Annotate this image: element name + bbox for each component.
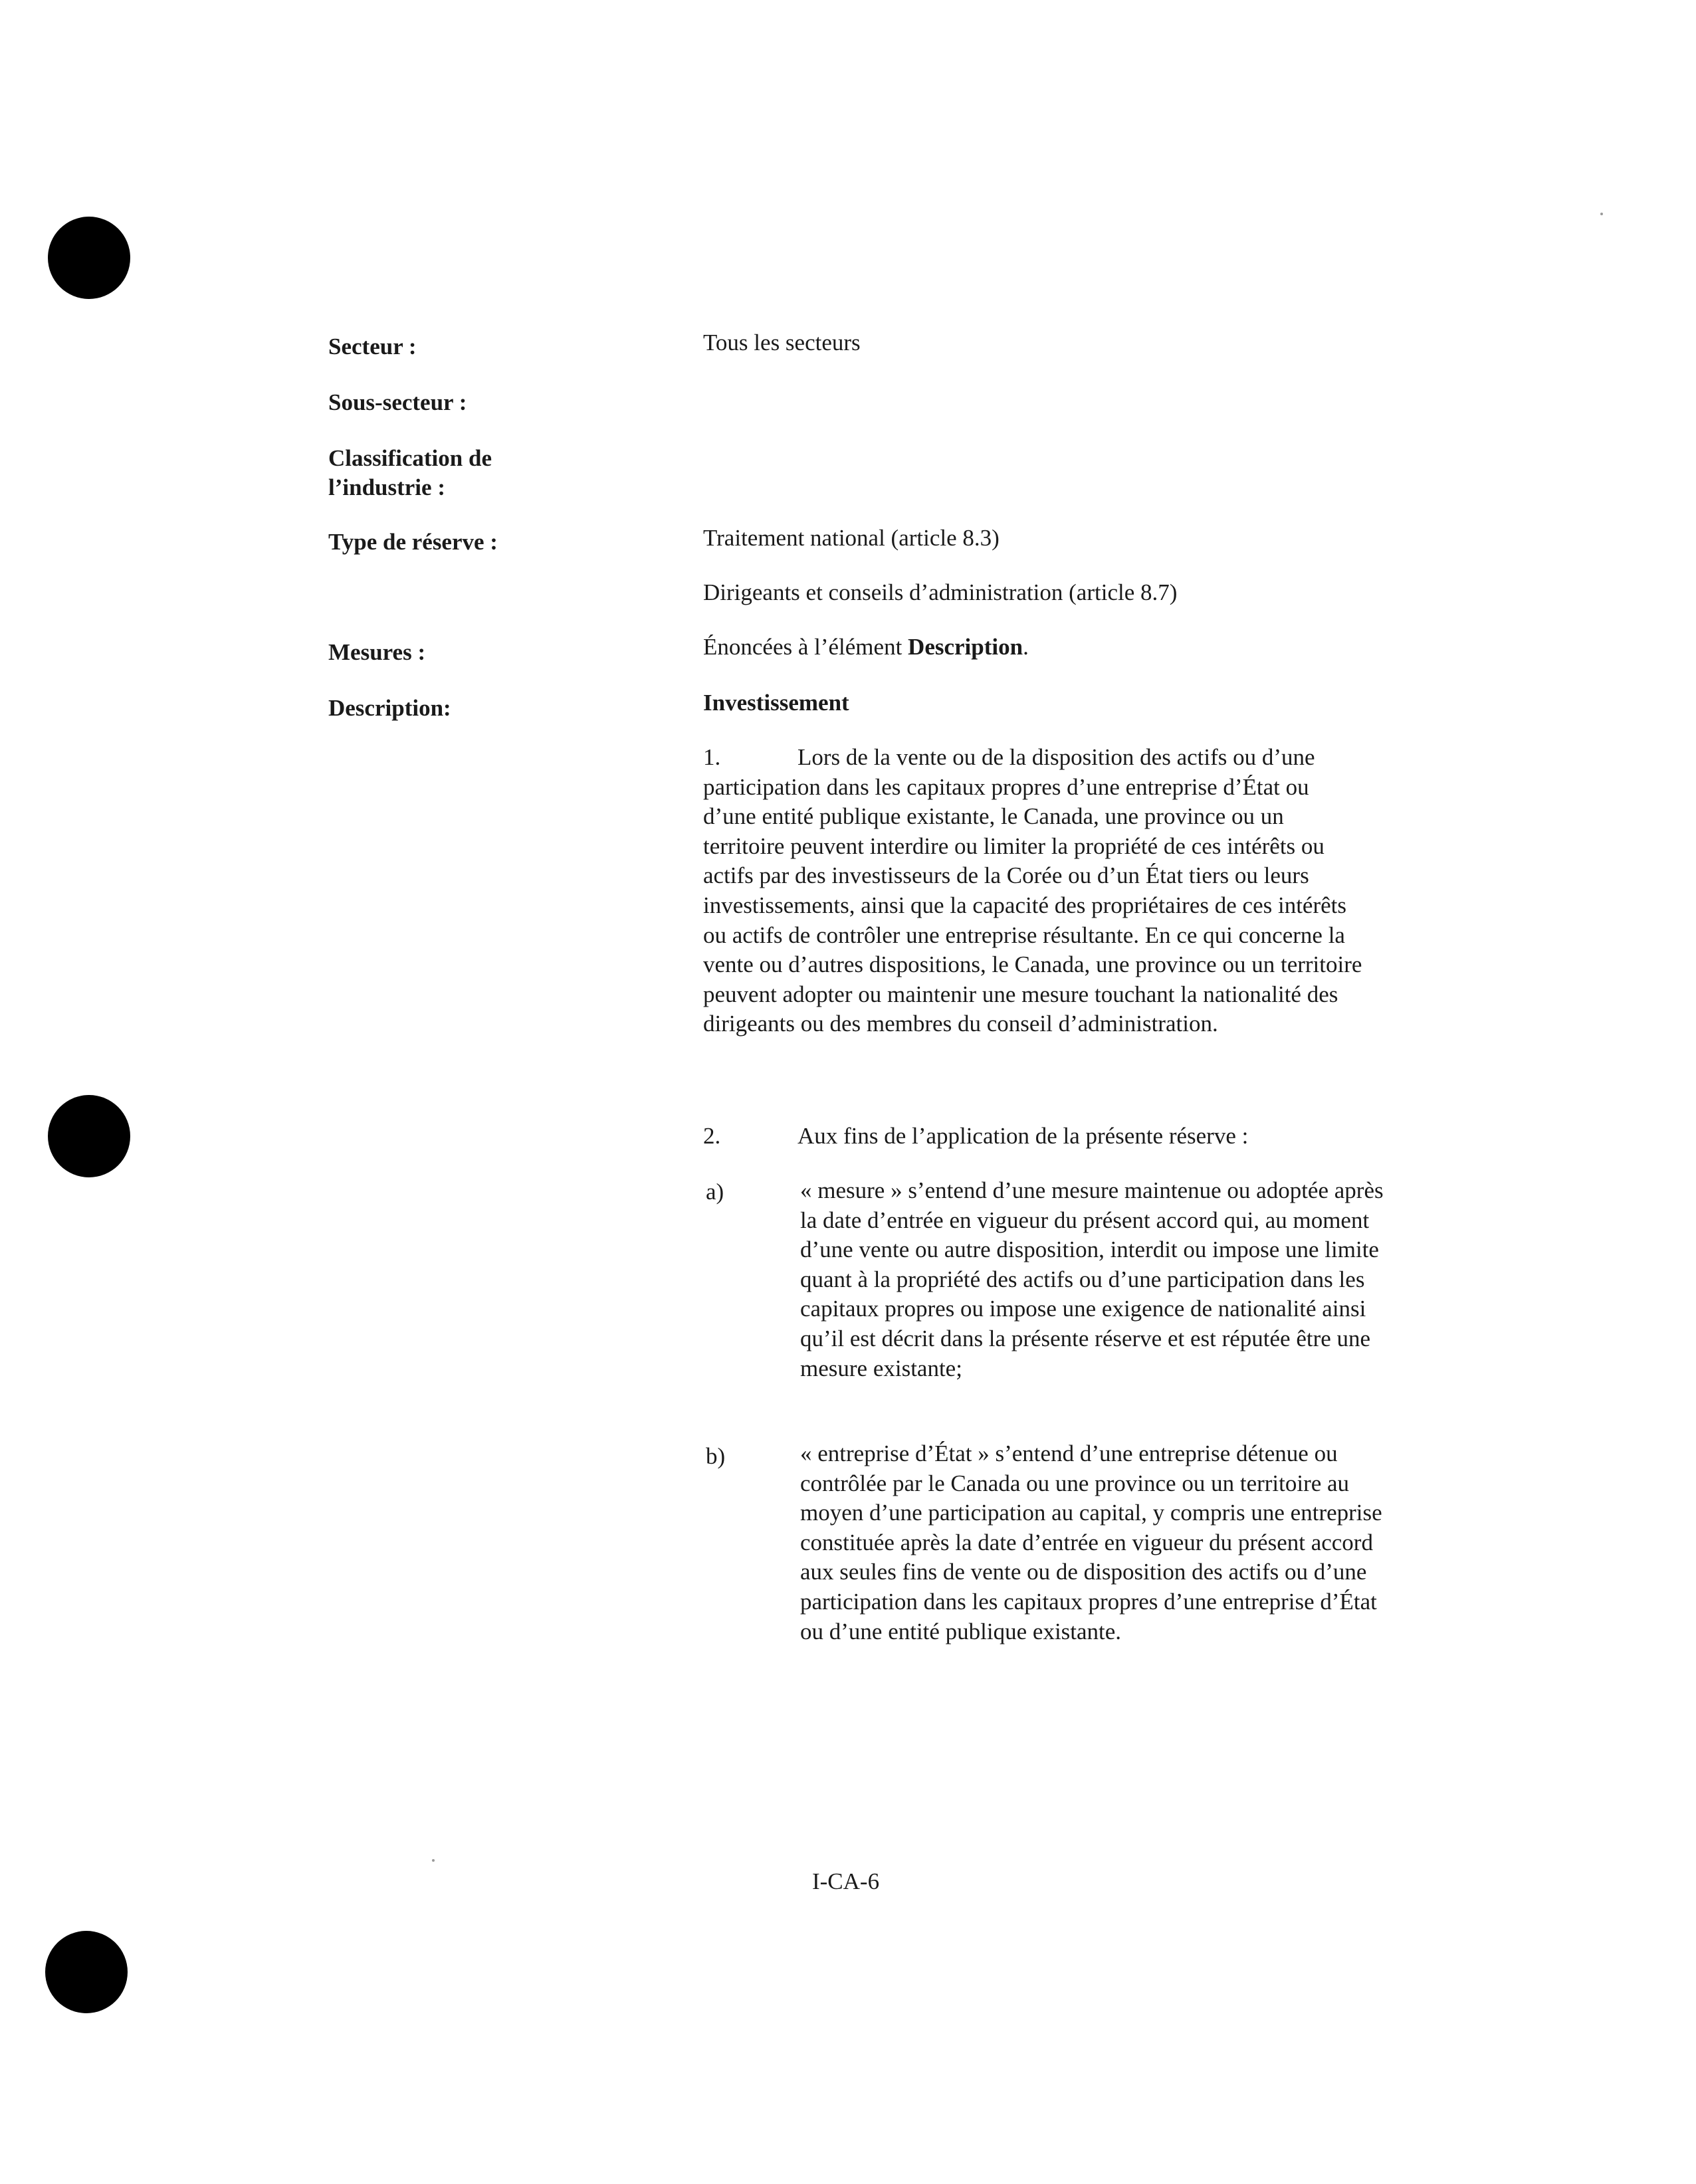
item-b-text: « entreprise d’État » s’entend d’une entreprise détenue ou contrôlée par le Canada ou une province ou un territoire au moyen d’une participation au capital, y compris une entreprise constituée après la date d’entrée en vigueur du présent accord aux seules fins de vente ou de disposition des actifs ou d’une participation dans les capitaux propres d’une entreprise d’État ou d’une entité publique existante.	[800, 1440, 1382, 1644]
paragraph-2-text: Aux fins de l’application de la présente réserve :	[797, 1123, 1249, 1149]
value-secteur: Tous les secteurs	[703, 330, 861, 355]
punch-hole-bottom	[45, 1931, 128, 2013]
value-mesures-prefix: Énoncées à l’élément	[703, 634, 908, 660]
label-mesures: Mesures :	[328, 639, 426, 665]
description-paragraph-2	[703, 1122, 1368, 1151]
value-type-reserve-1: Traitement national (article 8.3)	[703, 525, 1000, 551]
label-secteur: Secteur :	[328, 334, 417, 359]
value-mesures-suffix: .	[1023, 634, 1029, 660]
item-a-marker: a)	[706, 1179, 724, 1205]
label-classification-line1: Classification de	[328, 445, 492, 471]
scan-speck	[432, 1859, 435, 1862]
value-mesures-bold: Description	[908, 634, 1023, 660]
paragraph-2-number: 2.	[703, 1123, 721, 1149]
label-sous-secteur: Sous-secteur :	[328, 389, 467, 415]
label-description: Description:	[328, 695, 451, 721]
page-number: I-CA-6	[812, 1868, 880, 1894]
paragraph-1-text: Lors de la vente ou de la disposition des actifs ou d’une participation dans les capitaux propres d’une entreprise d’État ou d’une entité publique existante, le Canada, une province ou un territoire peuvent interdire ou limiter la propriété de ces intérêts ou actifs par des investisseurs de la Corée ou d’un État tiers ou leurs investissements, ainsi que la capacité des propriétaires de ces intérêts ou actifs de contrôler une entreprise résultante. En ce qui concerne la vente ou d’autres dispositions, le Canada, une province ou un territoire peuvent adopter ou maintenir une mesure touchant la nationalité des dirigeants ou des membres du conseil d’administration.	[703, 744, 1362, 1037]
value-mesures	[703, 633, 1029, 662]
value-type-reserve-2: Dirigeants et conseils d’administration (article 8.7)	[703, 579, 1178, 605]
label-classification	[328, 444, 492, 502]
punch-hole-middle	[48, 1095, 130, 1177]
scan-speck	[1600, 213, 1603, 215]
label-classification-line2: l’industrie :	[328, 474, 445, 500]
paragraph-1-number: 1.	[703, 744, 721, 770]
punch-hole-top	[48, 217, 130, 299]
description-paragraph-1	[703, 743, 1368, 1039]
item-b-marker: b)	[706, 1443, 726, 1469]
description-heading: Investissement	[703, 690, 849, 716]
item-a-text: « mesure » s’entend d’une mesure maintenue ou adoptée après la date d’entrée en vigueur du présent accord qui, au moment d’une vente ou autre disposition, interdit ou impose une limite quant à la propriété des actifs ou d’une participation dans les capitaux propres ou impose une exigence de nationalité ainsi qu’il est décrit dans la présente réserve et est réputée être une mesure existante;	[800, 1177, 1384, 1381]
label-type-reserve: Type de réserve :	[328, 529, 498, 555]
